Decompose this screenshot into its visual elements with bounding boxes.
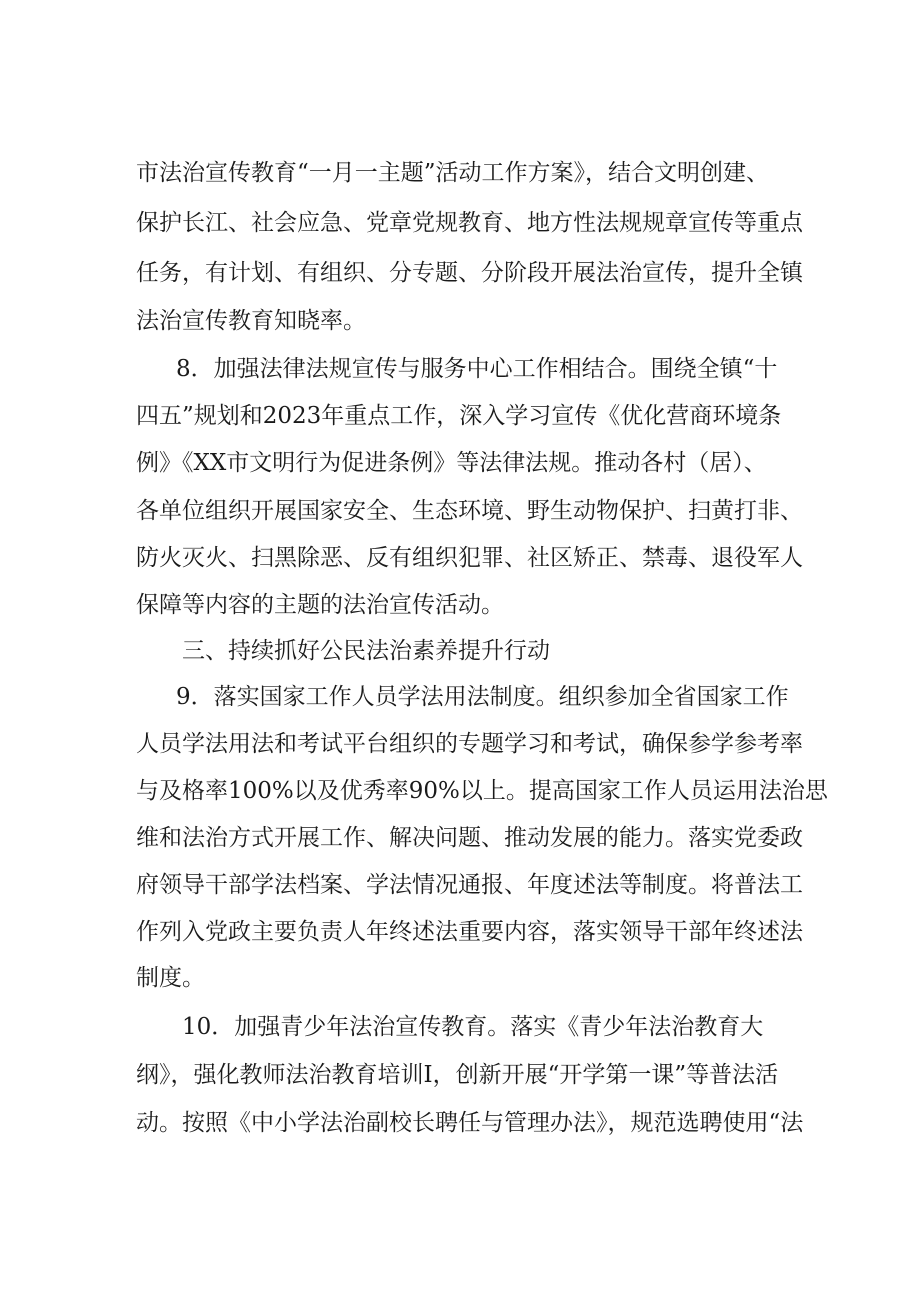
text-line-18: 制度。 (136, 965, 205, 991)
text-line-6: 四五”规划和2023年重点工作，深入学习宣传《优化营商环境条 (136, 403, 782, 429)
text-line-13: 人员学法用法和考试平台组织的专题学习和考试，确保参学参考率 (136, 731, 803, 757)
text-line-9: 防火灭火、扫黑除恶、反有组织犯罪、社区矫正、禁毒、退役军人 (136, 545, 803, 571)
text-line-20: 纲》，强化教师法治教育培训I，创新开展“开学第一课”等普法活 (136, 1062, 779, 1088)
text-line-4: 法治宣传教育知晓率。 (136, 308, 366, 334)
text-line-14: 与及格率100%以及优秀率90%以上。提高国家工作人员运用法治思 (136, 778, 828, 804)
text-line-2: 保护长江、社会应急、党章党规教育、地方性法规规章宣传等重点 (136, 210, 803, 236)
text-line-1: 市法治宣传教育“一月一主题”活动工作方案》，结合文明创建、 (136, 160, 770, 186)
text-line-19: 10．加强青少年法治宣传教育。落实《青少年法治教育大 (182, 1014, 764, 1040)
text-line-15: 维和法治方式开展工作、解决问题、推动发展的能力。落实党委政 (136, 825, 803, 851)
text-line-7: 例》《XX市文明行为促进条例》等法律法规。推动各村（居）、 (136, 450, 767, 476)
text-line-16: 府领导干部学法档案、学法情况通报、年度述法等制度。将普法工 (136, 872, 803, 898)
section-heading: 三、持续抓好公民法治素养提升行动 (182, 638, 550, 664)
text-line-8: 各单位组织开展国家安全、生态环境、野生动物保护、扫黄打非、 (136, 498, 803, 524)
text-line-3: 任务，有计划、有组织、分专题、分阶段开展法治宣传，提升全镇 (136, 260, 803, 286)
text-line-5: 8．加强法律法规宣传与服务中心工作相结合。围绕全镇“十 (176, 356, 778, 382)
text-line-21: 动。按照《中小学法治副校长聘任与管理办法》，规范选聘使用“法 (136, 1110, 804, 1136)
text-line-12: 9．落实国家工作人员学法用法制度。组织参加全省国家工作 (176, 684, 789, 710)
text-line-17: 作列入党政主要负责人年终述法重要内容，落实领导干部年终述法 (136, 919, 803, 945)
text-line-10: 保障等内容的主题的法治宣传活动。 (136, 592, 504, 618)
